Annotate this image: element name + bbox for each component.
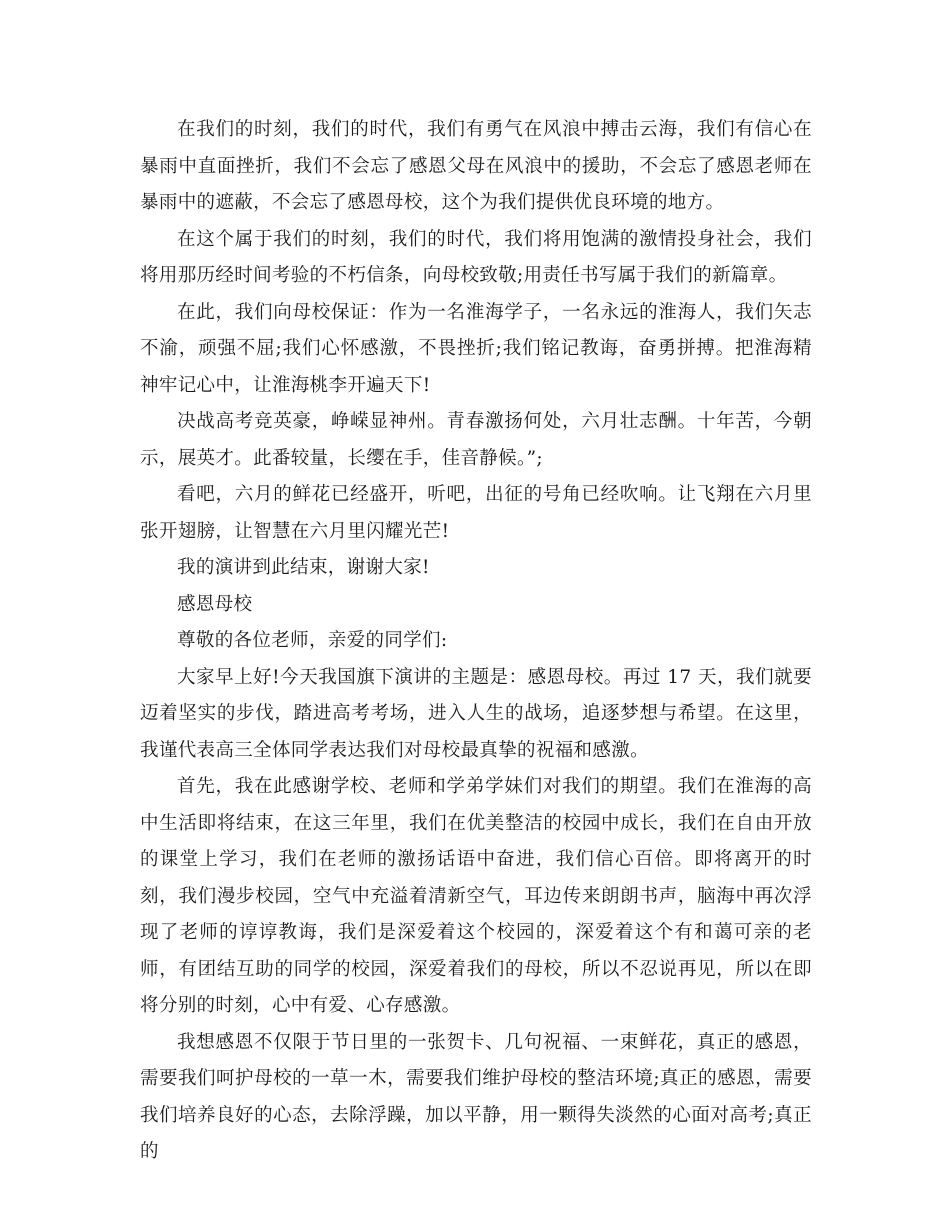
paragraph-gratitude-moment: 在我们的时刻，我们的时代，我们有勇气在风浪中搏击云海，我们有信心在暴雨中直面挫折，我们不会忘了感恩父母在风浪中的援助，不会忘了感恩老师在暴雨中的遮蔽，不会忘了感恩母校，这个为我们提供优良环境的地方。 — [140, 119, 812, 213]
paragraph-true-gratitude: 我想感恩不仅限于节日里的一张贺卡、几句祝福、一束鲜花，真正的感恩，需要我们呵护母校的一草一木，需要我们维护母校的整洁环境;真正的感恩，需要我们培养良好的心态，去除浮躁，加以平静，用一颗得失淡然的心面对高考;真正的 — [140, 1031, 812, 1162]
paragraph-salutation: 尊敬的各位老师，亲爱的同学们: — [177, 630, 448, 651]
paragraph-salute-alma-mater: 在这个属于我们的时刻，我们的时代，我们将用饱满的激情投身社会，我们将用那历经时间考验的不朽信条，向母校致敬;用责任书写属于我们的新篇章。 — [140, 228, 812, 286]
paragraph-pledge: 在此，我们向母校保证：作为一名淮海学子，一名永远的淮海人，我们矢志不渝，顽强不屈;我们心怀感激，不畏挫折;我们铭记教诲，奋勇拼搏。把淮海精神牢记心中，让淮海桃李开遍天下! — [140, 301, 812, 396]
paragraph-speech-end: 我的演讲到此结束，谢谢大家! — [177, 557, 430, 578]
paragraph-verse: 决战高考竞英豪，峥嵘显神州。青春激扬何处，六月壮志酬。十年苦，今朝示，展英才。此番较量，长缨在手，佳音静候。”; — [140, 411, 812, 469]
document-body — [140, 112, 812, 1171]
paragraph-opening: 大家早上好!今天我国旗下演讲的主题是：感恩母校。再过 17 天，我们就要迈着坚实的步伐，踏进高考考场，进入人生的战场，追逐梦想与希望。在这里，我谨代表高三全体同学表达我们对母校最真挚的祝福和感激。 — [140, 666, 812, 761]
section-title: 感恩母校 — [177, 593, 253, 615]
paragraph-june-flowers: 看吧，六月的鲜花已经盛开，听吧，出征的号角已经吹响。让飞翔在六月里张开翅膀，让智慧在六月里闪耀光芒! — [140, 484, 812, 542]
paragraph-thanks: 首先，我在此感谢学校、老师和学弟学妹们对我们的期望。我们在淮海的高中生活即将结束，在这三年里，我们在优美整洁的校园中成长，我们在自由开放的课堂上学习，我们在老师的激扬话语中奋进，我们信心百倍。即将离开的时刻，我们漫步校园，空气中充溢着清新空气，耳边传来朗朗书声，脑海中再次浮现了老师的谆谆教诲，我们是深爱着这个校园的，深爱着这个有和蔼可亲的老师，有团结互助的同学的校园，深爱着我们的母校，所以不忍说再见，所以在即将分别的时刻，心中有爱、心存感激。 — [140, 776, 812, 1016]
